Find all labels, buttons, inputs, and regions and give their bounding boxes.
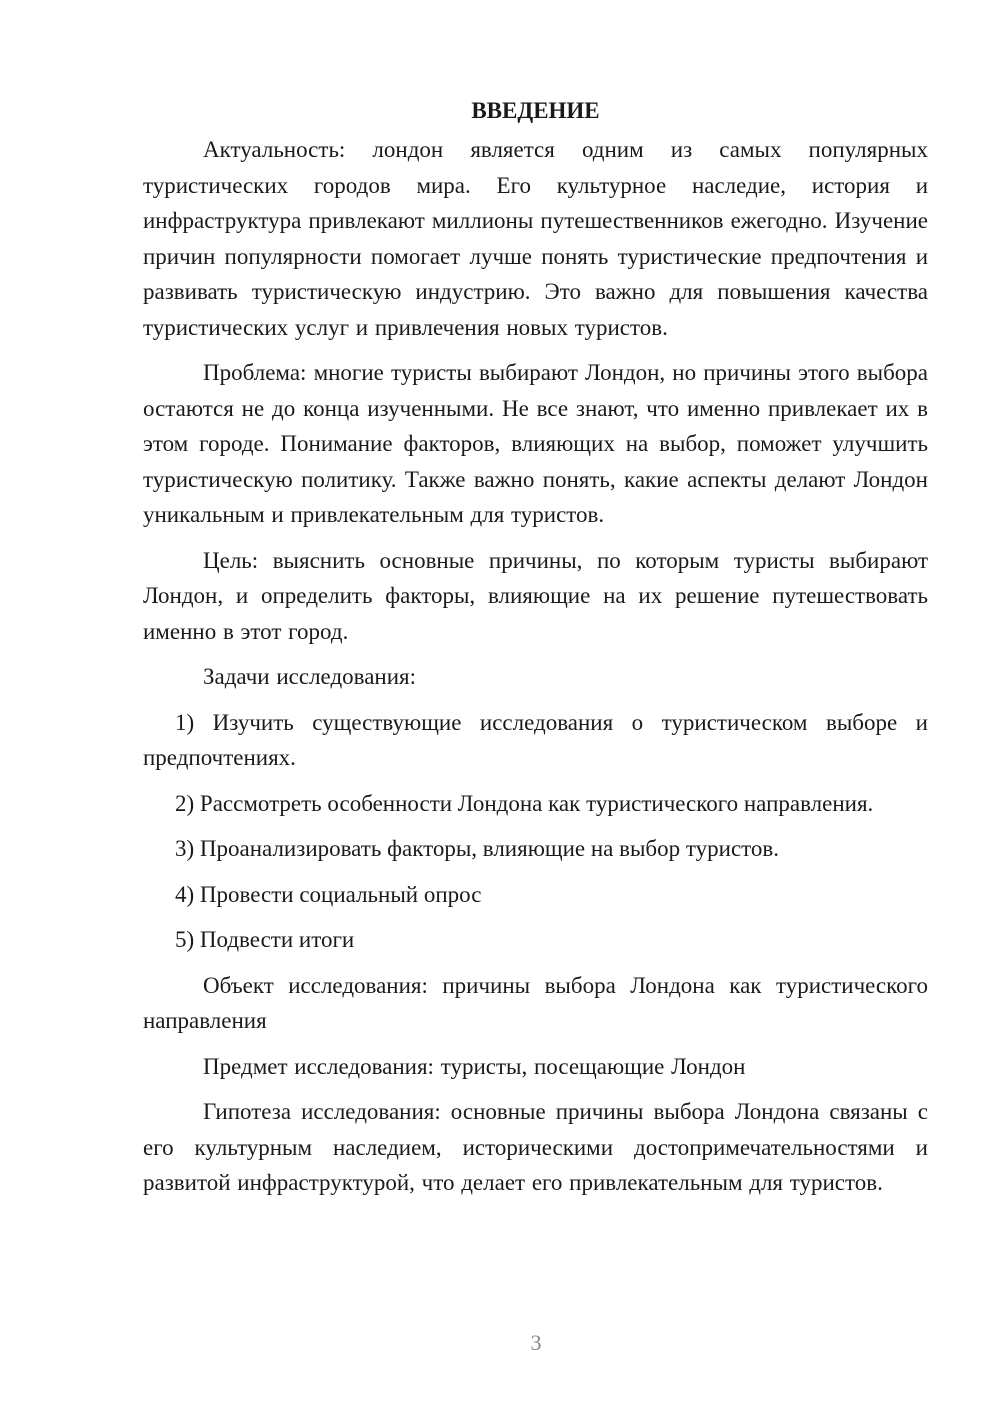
tasks-heading: Задачи исследования: <box>203 664 417 689</box>
object-paragraph: Объект исследования: причины выбора Лондона как туристического направления <box>143 972 928 1033</box>
problem-paragraph: Проблема: многие туристы выбирают Лондон, но причины этого выбора остаются не до конца изученными. Не все знают, что именно привлекает их в этом городе. Понимание факторов, влияющих на выбор, поможет улучшить туристическую политику. Также важно понять, какие аспекты делают Лондон уникальным и привлекательным для туристов. <box>143 360 928 527</box>
page-number: 3 <box>530 1330 542 1355</box>
task-item: 1) Изучить существующие исследования о туристическом выборе и предпочтениях. <box>143 709 928 770</box>
document-page <box>143 92 928 1211</box>
task-item: 2) Рассмотреть особенности Лондона как туристического направления. <box>175 790 874 816</box>
task-item: 4) Провести социальный опрос <box>175 881 482 907</box>
relevance-paragraph: Актуальность: лондон является одним из самых популярных туристических городов мира. Его культурное наследие, история и инфраструктура привлекают миллионы путешественников ежегодно. Изучение причин популярности помогает лучше понять туристические предпочтения и развивать туристическую индустрию. Это важно для повышения качества туристических услуг и привлечения новых туристов. <box>143 137 928 340</box>
section-title: ВВЕДЕНИЕ <box>471 98 600 123</box>
subject-paragraph: Предмет исследования: туристы, посещающие Лондон <box>203 1053 746 1079</box>
task-item: 3) Проанализировать факторы, влияющие на выбор туристов. <box>175 836 780 861</box>
goal-paragraph: Цель: выяснить основные причины, по которым туристы выбирают Лондон, и определить факторы, влияющие на их решение путешествовать именно в этот город. <box>143 547 928 644</box>
hypothesis-paragraph: Гипотеза исследования: основные причины выбора Лондона связаны с его культурным наследием, историческими достопримечательностями и развитой инфраструктурой, что делает его привлекательным для туристов. <box>143 1099 928 1195</box>
task-item: 5) Подвести итоги <box>175 927 355 952</box>
